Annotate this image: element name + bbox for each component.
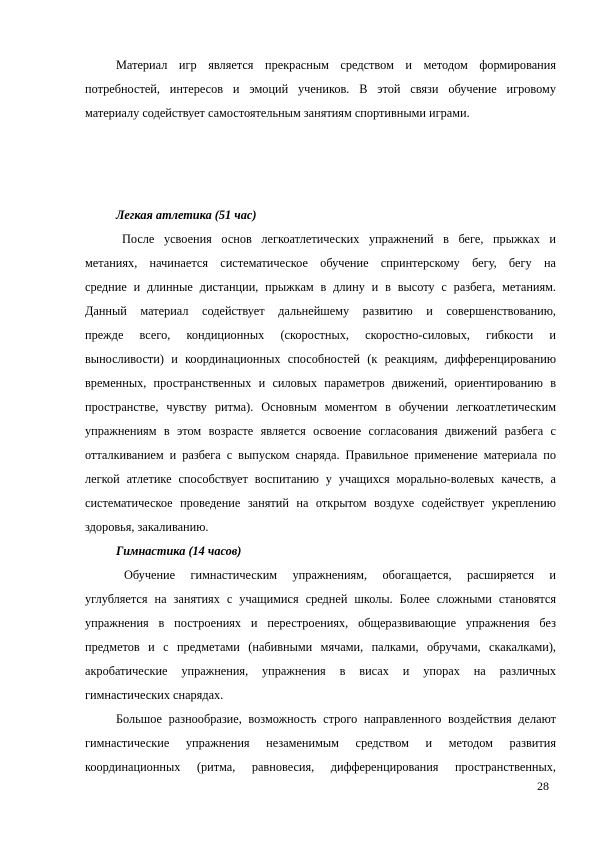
text-line: гимнастических снарядах.: [85, 688, 224, 702]
text-line: отталкиванием и разбега с выпуском снаряда. Правильное применение материала по: [85, 448, 556, 462]
text-line: метаниях, начинается систематическое обучение спринтерскому бегу, бегу на: [85, 256, 556, 270]
text-line: материалу содействует самостоятельным занятиям спортивными играми.: [85, 106, 470, 120]
text-line: прежде всего, кондиционных (скоростных, скоростно-силовых, гибкости и: [85, 328, 556, 342]
text-line: Данный материал содействует дальнейшему развитию и совершенствованию,: [85, 304, 556, 318]
text-line: углубляется на занятиях с учащимися средней школы. Более сложными становятся: [85, 592, 556, 606]
text-line: координационных (ритма, равновесия, дифференцирования пространственных,: [85, 760, 556, 774]
section-heading-gymnastics: Гимнастика (14 часов): [116, 544, 242, 558]
text-line: пространстве, чувству ритма). Основным моментом в обучении легкоатлетическим: [85, 400, 556, 414]
text-line: систематическое проведение занятий на открытом воздухе содействует укреплению: [85, 496, 556, 510]
text-line: акробатические упражнения, упражнения в висах и упорах на различных: [85, 664, 556, 678]
text-line: легкой атлетике способствует воспитанию у учащихся морально-волевых качеств, а: [85, 472, 556, 486]
page-number: 28: [537, 779, 549, 793]
text-line: средние и длинные дистанции, прыжкам в длину и в высоту с разбега, метаниям.: [85, 280, 556, 294]
section-heading-athletics: Легкая атлетика (51 час): [116, 208, 257, 222]
text-line: гимнастические упражнения незаменимым средством и методом развития: [85, 736, 556, 750]
text-line: упражнениям в этом возрасте является освоение согласования движений разбега с: [85, 424, 556, 438]
text-line: После усвоения основ легкоатлетических упражнений в беге, прыжках и: [122, 232, 556, 246]
text-line: Большое разнообразие, возможность строго направленного воздействия делают: [116, 712, 556, 726]
text-line: выносливости) и координационных способностей (к реакциям, дифференцированию: [85, 352, 556, 366]
text-line: предметов и с предметами (набивными мячами, палками, обручами, скакалками),: [85, 640, 556, 654]
text-line: временных, пространственных и силовых параметров движений, ориентированию в: [85, 376, 556, 390]
text-line: Обучение гимнастическим упражнениям, обогащается, расширяется и: [124, 568, 556, 582]
text-line: упражнения в построениях и перестроениях, общеразвивающие упражнения без: [85, 616, 556, 630]
text-line: здоровья, закаливанию.: [85, 520, 209, 534]
text-line: потребностей, интересов и эмоций учеников. В этой связи обучение игровому: [85, 82, 556, 96]
text-line: Материал игр является прекрасным средством и методом формирования: [116, 58, 556, 72]
